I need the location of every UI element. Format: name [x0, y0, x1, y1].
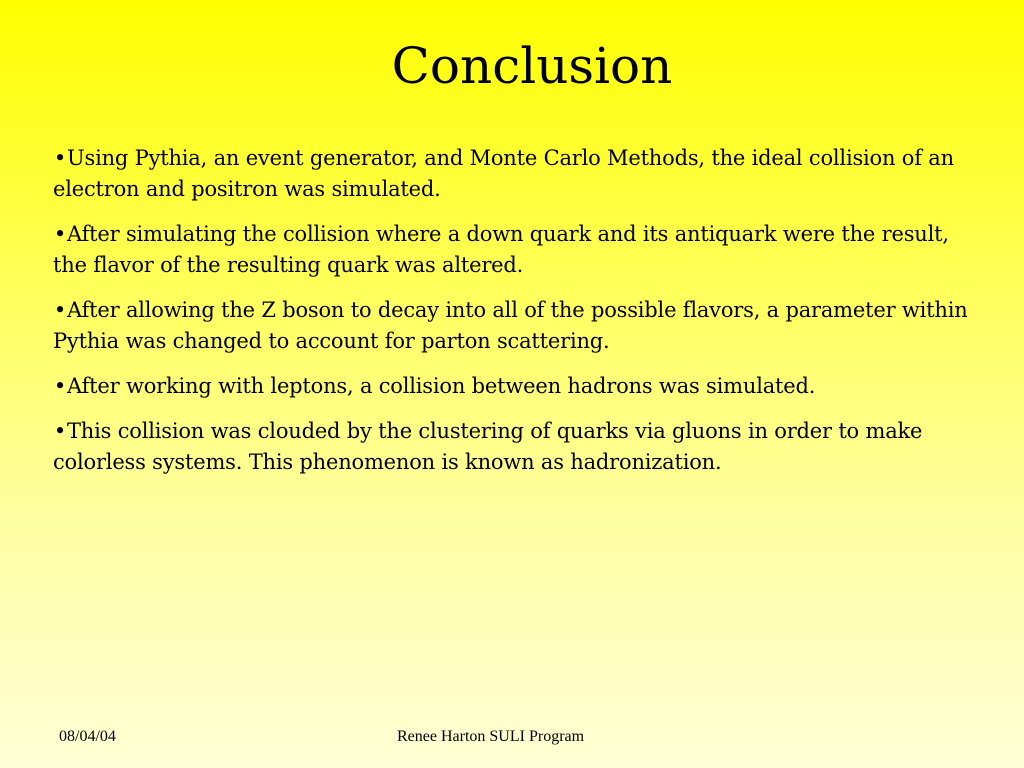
bullet-text: After simulating the collision where a down quark and its antiquark were the result, the flavor of the resulting quark was altered.: [53, 222, 949, 277]
bullet-list: [53, 143, 973, 492]
footer-presenter: Renee Harton SULI Program: [397, 728, 585, 745]
bullet-text: After allowing the Z boson to decay into all of the possible flavors, a parameter within Pythia was changed to account for parton scattering.: [53, 298, 968, 353]
bullet-text: This collision was clouded by the clustering of quarks via gluons in order to make colorless systems. This phenomenon is known as hadronization.: [53, 419, 923, 474]
bullet-item: [53, 219, 973, 281]
bullet-item: [53, 416, 973, 478]
bullet-item: [53, 143, 973, 205]
bullet-text: After working with leptons, a collision between hadrons was simulated.: [67, 374, 816, 398]
bullet-icon: •: [53, 222, 67, 246]
footer-date: 08/04/04: [59, 728, 116, 745]
slide-title: Conclusion: [391, 37, 673, 95]
bullet-icon: •: [53, 419, 67, 443]
bullet-text: Using Pythia, an event generator, and Monte Carlo Methods, the ideal collision of an electron and positron was simulated.: [53, 146, 954, 201]
bullet-item: [53, 371, 973, 402]
bullet-icon: •: [53, 298, 67, 322]
bullet-icon: •: [53, 146, 67, 170]
bullet-icon: •: [53, 374, 67, 398]
bullet-item: [53, 295, 973, 357]
